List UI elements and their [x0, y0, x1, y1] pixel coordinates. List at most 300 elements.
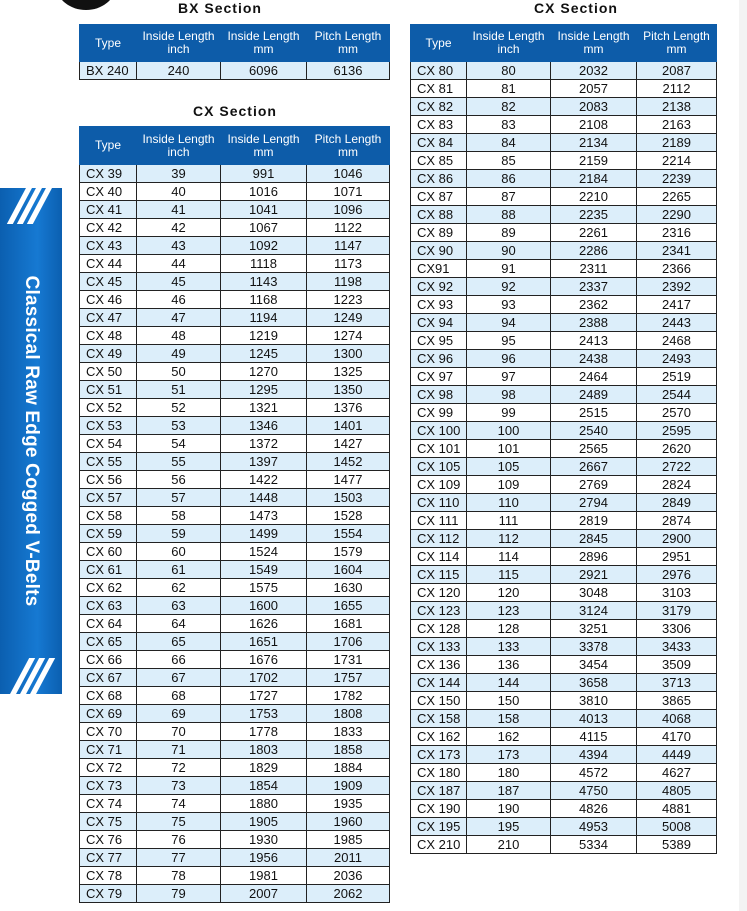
cell-inside-inch: 87 — [467, 188, 551, 206]
cell-inside-mm: 1219 — [221, 327, 307, 345]
cell-inside-inch: 92 — [467, 278, 551, 296]
cell-inside-mm: 2184 — [551, 170, 637, 188]
cell-pitch-mm: 2239 — [637, 170, 717, 188]
cell-type: CX 94 — [411, 314, 467, 332]
page-edge — [739, 0, 747, 911]
cell-inside-mm: 2489 — [551, 386, 637, 404]
cell-type: CX 158 — [411, 710, 467, 728]
cell-pitch-mm: 1096 — [307, 201, 390, 219]
cell-inside-mm: 1778 — [221, 723, 307, 741]
table-row — [80, 795, 390, 813]
cell-pitch-mm: 2290 — [637, 206, 717, 224]
cell-type: CX 85 — [411, 152, 467, 170]
cell-inside-inch: 67 — [137, 669, 221, 687]
cell-inside-mm: 1245 — [221, 345, 307, 363]
side-banner-title: Classical Raw Edge Cogged V-Belts — [21, 275, 42, 607]
table-row — [80, 381, 390, 399]
table-row — [80, 183, 390, 201]
cell-inside-mm: 2896 — [551, 548, 637, 566]
cell-inside-mm: 1676 — [221, 651, 307, 669]
cell-inside-mm: 991 — [221, 165, 307, 183]
cell-inside-mm: 2108 — [551, 116, 637, 134]
cell-pitch-mm: 1427 — [307, 435, 390, 453]
cell-inside-mm: 1346 — [221, 417, 307, 435]
table-row — [80, 867, 390, 885]
cell-type: BX 240 — [80, 62, 137, 80]
cell-inside-inch: 180 — [467, 764, 551, 782]
cell-type: CX 81 — [411, 80, 467, 98]
table-row — [411, 458, 717, 476]
cell-type: CX 101 — [411, 440, 467, 458]
cell-pitch-mm: 4449 — [637, 746, 717, 764]
cell-inside-mm: 1016 — [221, 183, 307, 201]
cell-inside-mm: 2819 — [551, 512, 637, 530]
col-header-pitch-mm: Pitch Length mm — [637, 25, 717, 62]
col-header-inside-mm: Inside Length mm — [221, 127, 307, 165]
cell-inside-mm: 2261 — [551, 224, 637, 242]
cell-inside-mm: 3048 — [551, 584, 637, 602]
table-row — [411, 332, 717, 350]
cell-type: CX 210 — [411, 836, 467, 854]
cell-inside-inch: 61 — [137, 561, 221, 579]
cell-type: CX91 — [411, 260, 467, 278]
cell-pitch-mm: 1477 — [307, 471, 390, 489]
cell-pitch-mm: 4068 — [637, 710, 717, 728]
cell-pitch-mm: 1274 — [307, 327, 390, 345]
table-row — [80, 759, 390, 777]
cell-pitch-mm: 5389 — [637, 836, 717, 854]
cell-type: CX 39 — [80, 165, 137, 183]
cell-type: CX 72 — [80, 759, 137, 777]
cell-inside-mm: 2032 — [551, 62, 637, 80]
cell-inside-mm: 1448 — [221, 489, 307, 507]
cell-pitch-mm: 4627 — [637, 764, 717, 782]
cell-type: CX 99 — [411, 404, 467, 422]
col-header-type: Type — [411, 25, 467, 62]
table-row — [411, 656, 717, 674]
cell-pitch-mm: 1985 — [307, 831, 390, 849]
cell-type: CX 190 — [411, 800, 467, 818]
table-row — [411, 152, 717, 170]
cell-inside-inch: 46 — [137, 291, 221, 309]
cell-inside-inch: 39 — [137, 165, 221, 183]
cell-type: CX 63 — [80, 597, 137, 615]
table-row — [411, 80, 717, 98]
table-row — [80, 543, 390, 561]
cell-pitch-mm: 1452 — [307, 453, 390, 471]
cell-inside-mm: 1549 — [221, 561, 307, 579]
cell-pitch-mm: 2036 — [307, 867, 390, 885]
cell-inside-inch: 133 — [467, 638, 551, 656]
cell-pitch-mm: 6136 — [307, 62, 390, 80]
cell-pitch-mm: 2341 — [637, 242, 717, 260]
cx-section-table-left — [79, 126, 390, 903]
cell-inside-mm: 1981 — [221, 867, 307, 885]
cell-type: CX 70 — [80, 723, 137, 741]
cell-inside-inch: 42 — [137, 219, 221, 237]
table-row — [411, 602, 717, 620]
cell-pitch-mm: 1604 — [307, 561, 390, 579]
cell-type: CX 65 — [80, 633, 137, 651]
table-row — [80, 525, 390, 543]
cell-inside-inch: 120 — [467, 584, 551, 602]
cell-inside-inch: 40 — [137, 183, 221, 201]
cell-inside-inch: 82 — [467, 98, 551, 116]
cell-pitch-mm: 2062 — [307, 885, 390, 903]
table-row — [411, 764, 717, 782]
cell-inside-mm: 1930 — [221, 831, 307, 849]
cell-pitch-mm: 3433 — [637, 638, 717, 656]
cell-pitch-mm: 1376 — [307, 399, 390, 417]
cell-inside-inch: 93 — [467, 296, 551, 314]
table-row — [411, 476, 717, 494]
cell-inside-inch: 94 — [467, 314, 551, 332]
cell-inside-mm: 2845 — [551, 530, 637, 548]
cell-pitch-mm: 1655 — [307, 597, 390, 615]
cell-pitch-mm: 4881 — [637, 800, 717, 818]
cell-type: CX 92 — [411, 278, 467, 296]
cell-inside-mm: 1854 — [221, 777, 307, 795]
cell-inside-inch: 115 — [467, 566, 551, 584]
table-row — [411, 494, 717, 512]
cell-inside-inch: 64 — [137, 615, 221, 633]
table-row — [80, 651, 390, 669]
cell-pitch-mm: 2316 — [637, 224, 717, 242]
cell-pitch-mm: 1960 — [307, 813, 390, 831]
cell-type: CX 144 — [411, 674, 467, 692]
cell-pitch-mm: 1122 — [307, 219, 390, 237]
table-row — [411, 836, 717, 854]
table-row — [80, 723, 390, 741]
cell-pitch-mm: 2417 — [637, 296, 717, 314]
cell-pitch-mm: 2620 — [637, 440, 717, 458]
cell-inside-mm: 1168 — [221, 291, 307, 309]
cell-type: CX 46 — [80, 291, 137, 309]
cell-type: CX 162 — [411, 728, 467, 746]
cell-inside-inch: 57 — [137, 489, 221, 507]
cell-inside-inch: 63 — [137, 597, 221, 615]
table-row — [80, 633, 390, 651]
cell-type: CX 58 — [80, 507, 137, 525]
cell-inside-inch: 78 — [137, 867, 221, 885]
table-row — [411, 386, 717, 404]
cell-type: CX 173 — [411, 746, 467, 764]
table-row — [411, 116, 717, 134]
table-row — [80, 62, 390, 80]
cell-inside-mm: 2388 — [551, 314, 637, 332]
cell-inside-mm: 2337 — [551, 278, 637, 296]
cell-inside-mm: 2286 — [551, 242, 637, 260]
cell-type: CX 98 — [411, 386, 467, 404]
cell-type: CX 90 — [411, 242, 467, 260]
cell-inside-mm: 1143 — [221, 273, 307, 291]
cell-inside-mm: 1295 — [221, 381, 307, 399]
cell-inside-inch: 75 — [137, 813, 221, 831]
cell-inside-inch: 100 — [467, 422, 551, 440]
cell-pitch-mm: 2189 — [637, 134, 717, 152]
cell-type: CX 60 — [80, 543, 137, 561]
cell-type: CX 86 — [411, 170, 467, 188]
cell-pitch-mm: 2519 — [637, 368, 717, 386]
cell-type: CX 43 — [80, 237, 137, 255]
cell-pitch-mm: 1630 — [307, 579, 390, 597]
cell-pitch-mm: 1935 — [307, 795, 390, 813]
bx-section-table — [79, 24, 390, 80]
table-row — [80, 705, 390, 723]
table-row — [411, 566, 717, 584]
cell-inside-mm: 1600 — [221, 597, 307, 615]
cell-inside-inch: 52 — [137, 399, 221, 417]
table-row — [411, 782, 717, 800]
cell-type: CX 61 — [80, 561, 137, 579]
cell-type: CX 74 — [80, 795, 137, 813]
cell-type: CX 41 — [80, 201, 137, 219]
cell-inside-inch: 86 — [467, 170, 551, 188]
cell-type: CX 128 — [411, 620, 467, 638]
cell-inside-inch: 74 — [137, 795, 221, 813]
cell-inside-inch: 91 — [467, 260, 551, 278]
cell-pitch-mm: 1528 — [307, 507, 390, 525]
table-row — [80, 453, 390, 471]
cell-inside-inch: 79 — [137, 885, 221, 903]
cell-type: CX 187 — [411, 782, 467, 800]
cell-pitch-mm: 3103 — [637, 584, 717, 602]
cell-inside-inch: 85 — [467, 152, 551, 170]
cell-inside-inch: 101 — [467, 440, 551, 458]
cell-inside-mm: 3810 — [551, 692, 637, 710]
table-row — [411, 818, 717, 836]
cell-inside-inch: 81 — [467, 80, 551, 98]
table-row — [80, 255, 390, 273]
cell-inside-mm: 1092 — [221, 237, 307, 255]
cell-inside-inch: 45 — [137, 273, 221, 291]
cell-type: CX 64 — [80, 615, 137, 633]
cell-pitch-mm: 1401 — [307, 417, 390, 435]
cell-type: CX 97 — [411, 368, 467, 386]
cell-inside-inch: 162 — [467, 728, 551, 746]
cell-type: CX 133 — [411, 638, 467, 656]
table-row — [411, 512, 717, 530]
cell-inside-inch: 51 — [137, 381, 221, 399]
cell-type: CX 82 — [411, 98, 467, 116]
table-row — [80, 777, 390, 795]
cell-type: CX 100 — [411, 422, 467, 440]
cell-inside-inch: 41 — [137, 201, 221, 219]
cell-pitch-mm: 2570 — [637, 404, 717, 422]
cell-inside-mm: 2438 — [551, 350, 637, 368]
table-row — [80, 471, 390, 489]
cell-inside-inch: 90 — [467, 242, 551, 260]
cx-section-title-right: CX Section — [534, 0, 618, 16]
cell-pitch-mm: 1071 — [307, 183, 390, 201]
cell-inside-mm: 2134 — [551, 134, 637, 152]
cell-pitch-mm: 4805 — [637, 782, 717, 800]
table-row — [80, 597, 390, 615]
cell-inside-inch: 77 — [137, 849, 221, 867]
cell-type: CX 83 — [411, 116, 467, 134]
table-row — [411, 260, 717, 278]
cell-inside-mm: 4826 — [551, 800, 637, 818]
cell-type: CX 109 — [411, 476, 467, 494]
cell-inside-mm: 2210 — [551, 188, 637, 206]
cell-inside-mm: 2515 — [551, 404, 637, 422]
cell-type: CX 111 — [411, 512, 467, 530]
cell-pitch-mm: 2874 — [637, 512, 717, 530]
cell-pitch-mm: 2392 — [637, 278, 717, 296]
cell-type: CX 120 — [411, 584, 467, 602]
cell-type: CX 69 — [80, 705, 137, 723]
cell-inside-inch: 69 — [137, 705, 221, 723]
cell-pitch-mm: 1706 — [307, 633, 390, 651]
cx-section-table-right — [410, 24, 717, 854]
cell-type: CX 56 — [80, 471, 137, 489]
cell-inside-mm: 1803 — [221, 741, 307, 759]
cell-inside-mm: 1422 — [221, 471, 307, 489]
cell-inside-inch: 150 — [467, 692, 551, 710]
cell-type: CX 44 — [80, 255, 137, 273]
cell-inside-inch: 73 — [137, 777, 221, 795]
cell-pitch-mm: 3713 — [637, 674, 717, 692]
cell-inside-mm: 3454 — [551, 656, 637, 674]
table-row — [80, 345, 390, 363]
cell-pitch-mm: 3179 — [637, 602, 717, 620]
table-row — [80, 219, 390, 237]
cell-pitch-mm: 1833 — [307, 723, 390, 741]
table-row — [411, 710, 717, 728]
table-row — [411, 404, 717, 422]
cell-inside-mm: 2565 — [551, 440, 637, 458]
cell-inside-inch: 48 — [137, 327, 221, 345]
table-row — [80, 417, 390, 435]
cell-pitch-mm: 1350 — [307, 381, 390, 399]
cell-inside-mm: 2235 — [551, 206, 637, 224]
cell-inside-mm: 2362 — [551, 296, 637, 314]
cell-pitch-mm: 2493 — [637, 350, 717, 368]
cell-inside-mm: 4572 — [551, 764, 637, 782]
cell-type: CX 78 — [80, 867, 137, 885]
cell-inside-inch: 60 — [137, 543, 221, 561]
cell-pitch-mm: 1808 — [307, 705, 390, 723]
table-row — [411, 350, 717, 368]
cell-inside-inch: 158 — [467, 710, 551, 728]
cell-inside-inch: 54 — [137, 435, 221, 453]
col-header-inside-inch: Inside Length inch — [137, 25, 221, 62]
cell-type: CX 54 — [80, 435, 137, 453]
table-row — [80, 669, 390, 687]
cell-inside-inch: 71 — [137, 741, 221, 759]
cell-inside-mm: 1880 — [221, 795, 307, 813]
cell-inside-mm: 1118 — [221, 255, 307, 273]
cell-pitch-mm: 1731 — [307, 651, 390, 669]
cell-inside-inch: 59 — [137, 525, 221, 543]
cell-type: CX 45 — [80, 273, 137, 291]
cell-type: CX 71 — [80, 741, 137, 759]
cell-type: CX 49 — [80, 345, 137, 363]
cell-inside-inch: 70 — [137, 723, 221, 741]
cell-inside-mm: 2083 — [551, 98, 637, 116]
table-row — [80, 291, 390, 309]
cell-inside-mm: 1524 — [221, 543, 307, 561]
cell-inside-inch: 55 — [137, 453, 221, 471]
cell-type: CX 80 — [411, 62, 467, 80]
cell-pitch-mm: 2112 — [637, 80, 717, 98]
cell-inside-inch: 195 — [467, 818, 551, 836]
cell-inside-mm: 3124 — [551, 602, 637, 620]
cell-type: CX 76 — [80, 831, 137, 849]
cell-inside-mm: 2769 — [551, 476, 637, 494]
cell-inside-inch: 89 — [467, 224, 551, 242]
cell-inside-inch: 65 — [137, 633, 221, 651]
cell-type: CX 42 — [80, 219, 137, 237]
cell-pitch-mm: 2366 — [637, 260, 717, 278]
cell-inside-inch: 58 — [137, 507, 221, 525]
cell-pitch-mm: 1503 — [307, 489, 390, 507]
cell-pitch-mm: 1325 — [307, 363, 390, 381]
cell-inside-mm: 4953 — [551, 818, 637, 836]
table-row — [411, 188, 717, 206]
table-row — [411, 692, 717, 710]
table-row — [411, 206, 717, 224]
col-header-inside-inch: Inside Length inch — [137, 127, 221, 165]
cell-inside-inch: 72 — [137, 759, 221, 777]
cell-inside-mm: 1905 — [221, 813, 307, 831]
cell-type: CX 84 — [411, 134, 467, 152]
cell-inside-inch: 110 — [467, 494, 551, 512]
cell-inside-inch: 98 — [467, 386, 551, 404]
cell-inside-mm: 2007 — [221, 885, 307, 903]
cell-type: CX 96 — [411, 350, 467, 368]
table-row — [411, 584, 717, 602]
cell-inside-inch: 84 — [467, 134, 551, 152]
table-row — [80, 201, 390, 219]
cell-inside-inch: 88 — [467, 206, 551, 224]
cell-pitch-mm: 5008 — [637, 818, 717, 836]
cell-inside-mm: 1727 — [221, 687, 307, 705]
cell-pitch-mm: 2138 — [637, 98, 717, 116]
table-row — [411, 422, 717, 440]
cell-type: CX 53 — [80, 417, 137, 435]
cell-type: CX 195 — [411, 818, 467, 836]
table-row — [411, 548, 717, 566]
table-row — [80, 327, 390, 345]
cell-inside-mm: 2667 — [551, 458, 637, 476]
cell-pitch-mm: 1554 — [307, 525, 390, 543]
cell-inside-mm: 1270 — [221, 363, 307, 381]
cell-type: CX 105 — [411, 458, 467, 476]
cell-inside-mm: 1397 — [221, 453, 307, 471]
cell-inside-inch: 50 — [137, 363, 221, 381]
table-row — [411, 638, 717, 656]
cell-pitch-mm: 2951 — [637, 548, 717, 566]
cell-inside-inch: 53 — [137, 417, 221, 435]
cell-type: CX 62 — [80, 579, 137, 597]
cell-pitch-mm: 1858 — [307, 741, 390, 759]
cell-inside-mm: 1321 — [221, 399, 307, 417]
table-row — [80, 165, 390, 183]
table-row — [411, 440, 717, 458]
cell-inside-inch: 190 — [467, 800, 551, 818]
cell-inside-mm: 1194 — [221, 309, 307, 327]
cell-inside-mm: 1499 — [221, 525, 307, 543]
cell-inside-inch: 173 — [467, 746, 551, 764]
table-row — [411, 242, 717, 260]
cell-pitch-mm: 2443 — [637, 314, 717, 332]
cell-inside-inch: 49 — [137, 345, 221, 363]
cell-type: CX 89 — [411, 224, 467, 242]
table-row — [80, 615, 390, 633]
table-row — [80, 309, 390, 327]
cell-pitch-mm: 2976 — [637, 566, 717, 584]
